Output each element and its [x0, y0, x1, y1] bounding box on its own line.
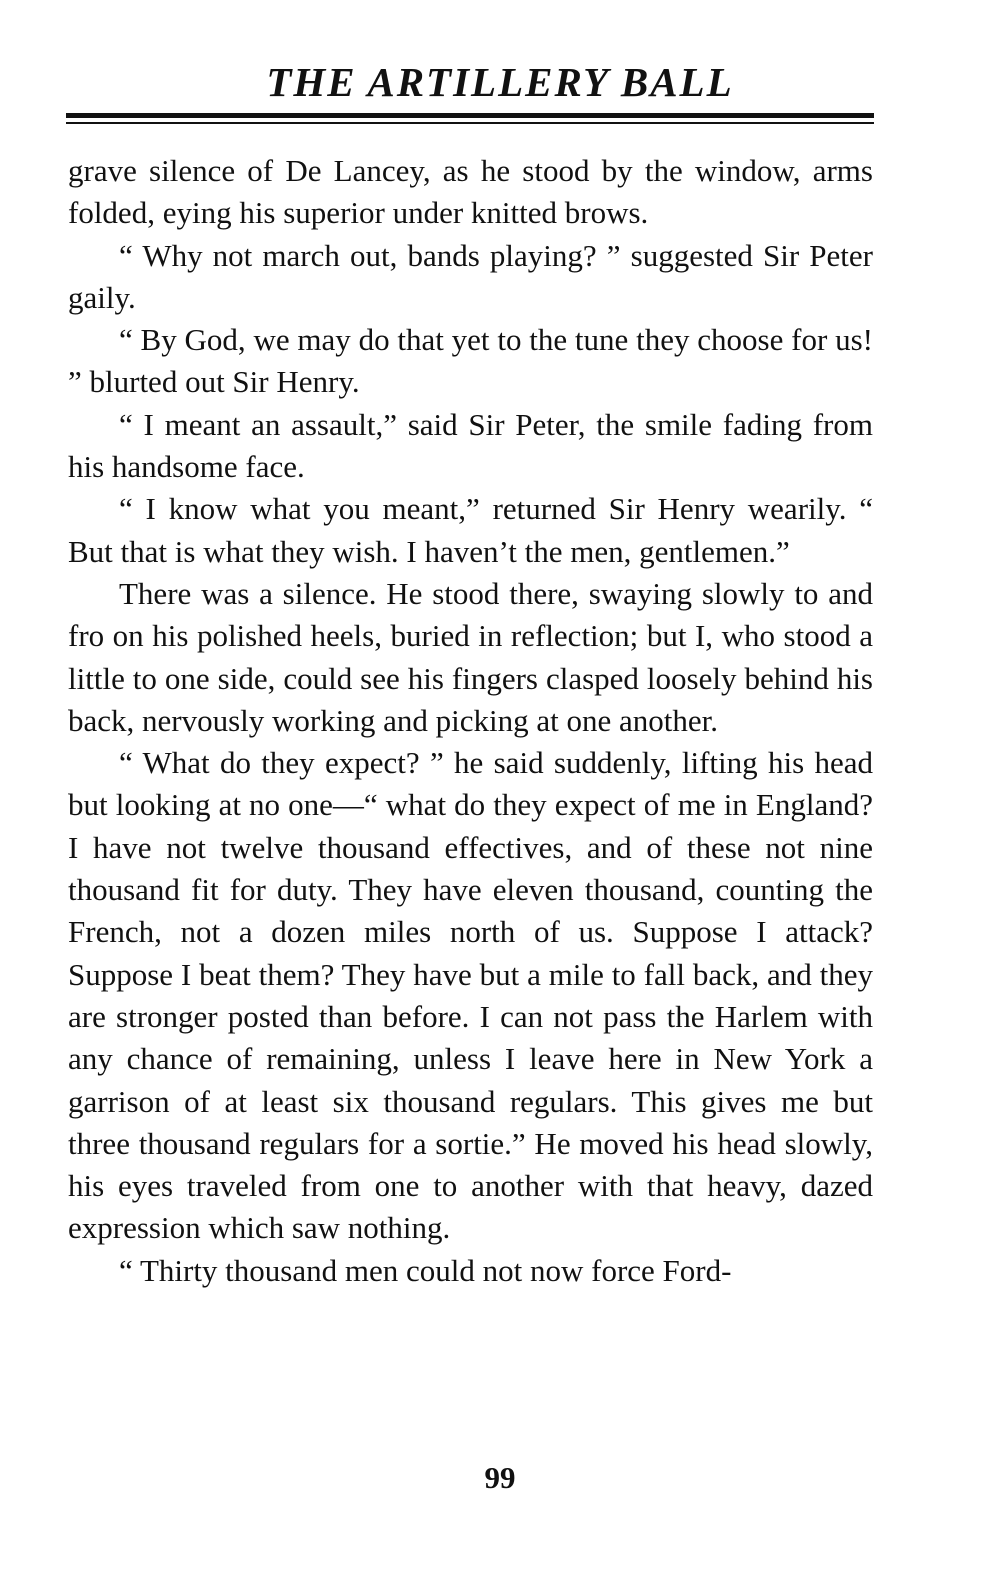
- paragraph: “ Why not march out, bands playing? ” suggested Sir Peter gaily.: [68, 237, 873, 315]
- paragraph: “ I meant an assault,” said Sir Peter, the smile fading from his handsome face.: [68, 406, 873, 485]
- paragraph-continued: grave silence of De Lancey, as he stood by the window, arms folded, eying his superior under knitted brows.: [68, 153, 873, 231]
- paragraph: “ What do they expect? ” he said suddenly, lifting his head but looking at no one—“ what do they expect of me in England? I have not twelve thousand effectives, and of these not nine thousand fit for duty. They have eleven thousand, counting the French, not a dozen miles north of us. Suppose I attack? Suppose I beat them? They have but a mile to fall back, and they are stronger posted than before. I can not pass the Harlem with any chance of remaining, unless I leave here in New York a garrison of at least six thousand regulars. This gives me but three thousand regulars for a sortie.” He moved his head slowly, his eyes traveled from one to another with that heavy, dazed expression which saw nothing.: [68, 745, 873, 1246]
- body-text: [68, 150, 873, 1292]
- running-head: THE ARTILLERY BALL: [266, 59, 734, 105]
- paragraph-continues: “ Thirty thousand men could not now force Ford-: [119, 1252, 732, 1288]
- paragraph: There was a silence. He stood there, swaying slowly to and fro on his polished heels, buried in reflection; but I, who stood a little to one side, could see his fingers clasped loosely behind his back, nervously working and picking at one another.: [68, 575, 873, 738]
- header-rule-thick: [66, 113, 874, 118]
- paragraph: “ I know what you meant,” returned Sir Henry wearily. “ But that is what they wish. I haven’t the men, gentlemen.”: [68, 491, 873, 569]
- header-rule-thin: [66, 122, 874, 124]
- paragraph: “ By God, we may do that yet to the tune they choose for us! ” blurted out Sir Henry.: [68, 322, 873, 400]
- page-number: 99: [484, 1460, 516, 1495]
